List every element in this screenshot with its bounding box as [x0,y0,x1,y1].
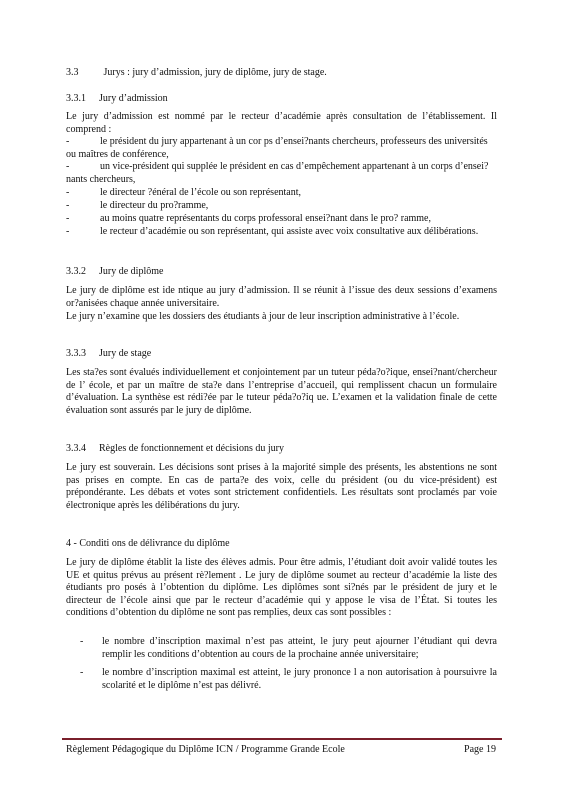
section-3-3-1-heading [66,93,168,106]
list-item [66,200,497,213]
list-item-text: le nombre d’inscription maximal est atteint, le jury prononce l a non autorisation à poursuivre la scolarité et le diplôme n’est pas délivré. [102,667,497,691]
section-title: Jury de diplôme [99,266,164,277]
section-3-3-2-heading [66,266,163,279]
bullet-dash: - [66,136,70,147]
list-item [66,161,497,186]
list-item [66,187,497,200]
footer-title: Règlement Pédagogique du Diplôme ICN / Programme Grande Ecole [66,744,345,755]
list-item [80,636,497,661]
list-item-text: le président du jury appartenant à un cor ps d’ensei?nants chercheurs, professeurs des universités ou maîtres de conférence, [66,136,488,160]
bullet-dash: - [66,226,70,237]
section-title: Règles de fonctionnement et décisions du jury [99,443,284,454]
page-number: Page 19 [464,744,496,755]
section-3-3-3-heading [66,348,151,361]
bullet-dash: - [66,187,70,198]
bullet-dash: - [66,213,70,224]
list-item-text: le directeur ?énéral de l’école ou son représentant, [100,187,302,198]
jury-diplome-paragraph-1: Le jury de diplôme est ide ntique au jury d’admission. Il se réunit à l’issue des deux sessions d’examens or?anisées chaque année universitaire. [66,285,497,309]
section-4-heading: 4 - Conditi ons de délivrance du diplôme [66,538,230,549]
jury-diplome-paragraph-2: Le jury n’examine que les dossiers des étudiants à jour de leur inscription administrative à l’école. [66,311,460,322]
section-title: Jury d’admission [99,93,168,104]
bullet-dash: - [80,667,84,678]
section-3-3-4-heading [66,443,284,456]
jury-admission-intro: Le jury d’admission est nommé par le recteur d’académie après consultation de l’établissement. Il comprend : [66,111,497,135]
section-number: 3.3.2 [66,266,86,277]
section-number: 3.3.3 [66,348,86,359]
list-item [66,136,497,161]
list-item [80,667,497,692]
footer-rule [62,738,502,740]
list-item-text: le recteur d’académie ou son représentant, qui assiste avec voix consultative aux délibérations. [100,226,479,237]
section-number: 3.3 [66,67,79,78]
jury-stage-paragraph: Les sta?es sont évalués individuellement et conjointement par un tuteur péda?o?ique, ensei?nant/chercheur de l’ école, et par un maître de sta?e dans l’entreprise d’accueil, qui remplissent chacun un formulaire d’évaluation. La synthèse est rédi?ée par le tuteur péda?o?iq ue. L’examen et la validation finale de cette évaluation sont assurés par le jury de diplôme. [66,367,497,416]
list-item-text: le nombre d’inscription maximal n’est pas atteint, le jury peut ajourner l’étudiant qui devra remplir les conditions d’obtention au cours de la prochaine année universitaire; [102,636,497,660]
bullet-dash: - [66,161,70,172]
section-number: 3.3.4 [66,443,86,454]
section-number: 3.3.1 [66,93,86,104]
diploma-conditions-paragraph: Le jury de diplôme établit la liste des élèves admis. Pour être admis, l’étudiant doit avoir validé toutes les UE et quitus prévus au présent rè?lement . Le jury de diplôme soumet au recteur d’académie la liste des étudiants pro posés à l’obtention du diplôme. Les diplômes sont si?nés par le président de jury et le directeur de l’école ainsi que par le recteur d’académie qui y appose le visa de l’État. Si toutes les conditions d’obtention du diplôme ne sont pas remplies, deux cas sont possibles : [66,557,497,619]
list-item-text: au moins quatre représentants du corps professoral ensei?nant dans le pro? ramme, [100,213,431,224]
section-title: Jurys : jury d’admission, jury de diplôme, jury de stage. [103,67,327,78]
list-item [66,226,497,239]
section-3-3-heading [66,67,327,80]
list-item-text: un vice-président qui supplée le président en cas d’empêchement appartenant à un corps d’ensei?nants chercheurs, [66,161,489,185]
bullet-dash: - [66,200,70,211]
jury-rules-paragraph: Le jury est souverain. Les décisions sont prises à la majorité simple des présents, les abstentions ne sont pas prises en compte. En cas de parta?e des voix, celle du président (ou du vice-président) est prépondérante. Les débats et votes sont strictement confidentiels. Les résultats sont proclamés par voie électronique après les délibérations du jury. [66,462,497,511]
list-item-text: le directeur du pro?ramme, [100,200,209,211]
list-item [66,213,497,226]
bullet-dash: - [80,636,84,647]
section-title: Jury de stage [99,348,152,359]
